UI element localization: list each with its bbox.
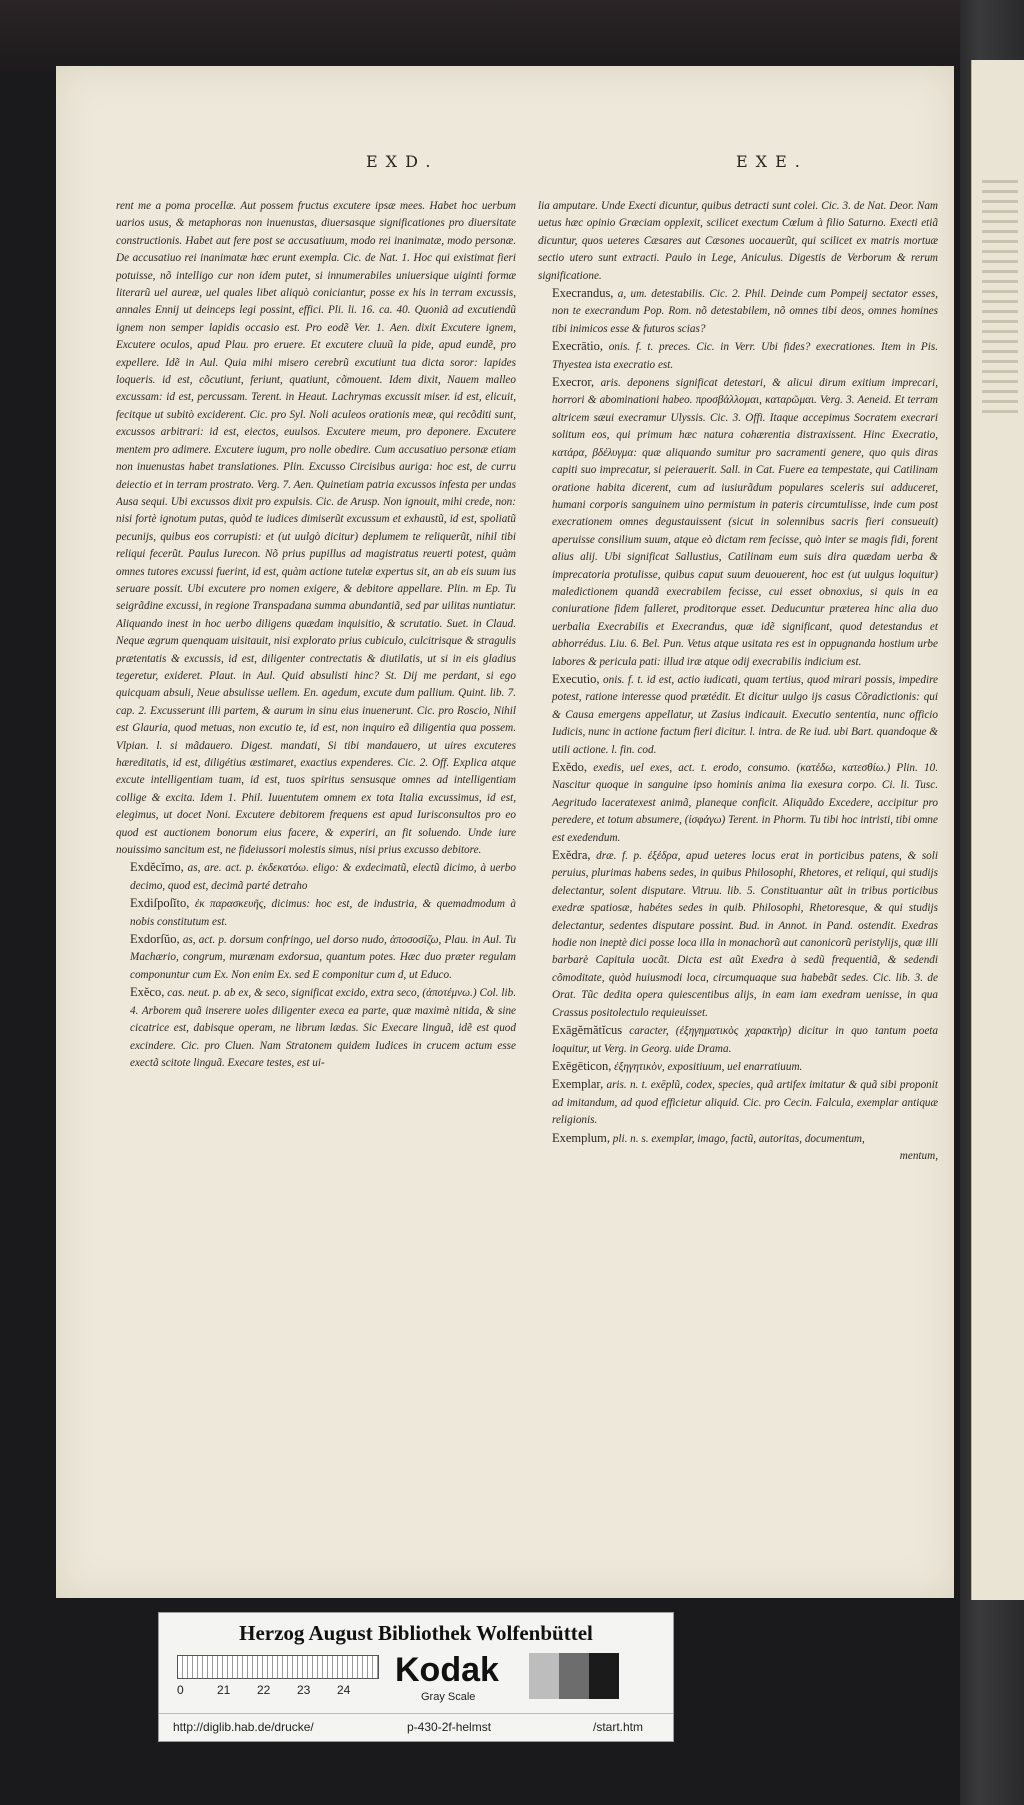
scale-number: 21: [217, 1683, 231, 1697]
scale-number: 0: [177, 1683, 184, 1697]
dictionary-entry: [116, 984, 516, 1072]
scanned-page: [56, 66, 954, 1598]
swatch-dark: [589, 1653, 619, 1699]
entry-lemma: Exĕco,: [130, 985, 165, 1000]
entry-lemma: Exemplum,: [552, 1130, 610, 1145]
dictionary-entry: [538, 759, 938, 847]
entry-definition: pli. n. s. exemplar, imago, factũ, autoritas, documentum,: [609, 1132, 865, 1145]
adjacent-page-edge: [971, 60, 1024, 1600]
dictionary-entry: [538, 1076, 938, 1129]
entry-lemma: Execrandus,: [552, 286, 614, 301]
entry-lemma: Exdĕcĭmo,: [130, 860, 184, 875]
scale-number: 22: [257, 1683, 271, 1697]
card-footer: [159, 1713, 673, 1740]
library-title: Herzog August Bibliothek Wolfenbüttel: [239, 1621, 593, 1645]
kodak-brand: Kodak: [395, 1651, 499, 1689]
kodak-target-card: [158, 1612, 674, 1742]
scale-number: 23: [297, 1683, 311, 1697]
swatch-mid: [559, 1653, 589, 1699]
entry-lemma: Execrātio,: [552, 339, 604, 354]
dictionary-entry: [538, 1022, 938, 1058]
dictionary-entry: [538, 1130, 938, 1148]
running-header-left: EXD.: [366, 152, 439, 171]
right-column: [538, 148, 938, 1165]
entry-definition: onis. f. t. preces. Cic. in Verr. Ubi fides? execrationes. Item in Pis. Thyestea ista execratio est.: [552, 341, 938, 371]
entry-definition: as, are. act. p. ἐκδεκατόω. eligo: & exdecimatũ, electũ dicimo, à uerbo decimo, quod est, decimã parté detraho: [130, 862, 516, 892]
right-column-text: [538, 198, 938, 1148]
dictionary-entry: [538, 338, 938, 374]
entry-definition: onis. f. t. id est, actio iudicati, quam tertius, quod mirari possis, impedire potest, ratione interesse quod prætédit. Et dicitur uulgo ijs casus Cõradictionis: qui & Causa emergens appellatur, ut Zasius indicauit. Executio sententia, nunc officio Iudicis, nunc in actione factum fieri dicitur. l. intra. de Re iud. ubi Bart. quandoque & utili actione. l. fin. cod.: [552, 673, 938, 756]
entry-lemma: Execror,: [552, 375, 595, 390]
entry-definition: caracter, (ἐξηγηματικὸς χαρακτὴρ) dicitur in quo tantum poeta loquitur, ut Verg. in Georg. uide Drama.: [552, 1025, 938, 1055]
entry-lemma: Exdiſpoſĭto,: [130, 896, 190, 911]
left-column: [116, 148, 516, 1072]
gray-swatches: [529, 1653, 619, 1699]
entry-definition: aris. deponens significat detestari, & alicui dirum exitium imprecari, horrori & abominationi habeo. προσβάλλομαι, καταρῶμαι. Verg. 3. Aeneid. Et terram altricem sæui execramur Ulyssis. Cic. 3. Offi. Itaque accepimus Socratem execrari solitum eos, qui primum hæc natura cohærentia distraxissent. Hinc Execratio, κατάρα, βδέλυγμα: quæ aliquando sumitur pro sacramenti genere, quo quis diras capiti suo imprecatur, si peierauerit. Sall. in Cat. Fuere ea tempestate, qui Catilinam oratione habita dicerent, cum ad iusiurãdum populares sceleris sui adduceret, humani corporis sanguinem uino permistum in pateris circumtulisse, inde cum post execrationem omnes degustauissent (sicut in solennibus sacris fieri consueuit) aperuisse consilium suum, atque eò dictam rem fecisse, quò inter se magis fidi, forent alius alij. Ubi significat Sallustius, Catilinam eum suis dira quædam uerba & imprecatoria protulisse, quibus caput suum deuouerent, hoc est (ut uulgus loquitur) maledictionem quandã execrabilem fecisse, cui esset obnoxius, si quis in ea coniuratione fidem falleret, proditorque esset. Deducuntur præterea hinc alia duo uerbalia Execrabilis et Execrandus, quæ idẽ significant, quod detestandus et abhorrédus. Liu. 6. Bel. Pun. Vetus atque usitata res est in oppugnanda hostium urbe labores & pericula pati: illud iræ atque odij execrabilis indicium est.: [552, 377, 938, 668]
source-url: http://diglib.hab.de/drucke/: [173, 1720, 314, 1734]
running-header-right: EXE.: [736, 152, 808, 171]
entry-lemma: Exēgēticon,: [552, 1058, 612, 1073]
dictionary-entry: [116, 895, 516, 931]
entry-definition: exedis, uel exes, act. t. erodo, consumo. (κατέδω, κατεσθίω.) Plin. 10. Nascitur quoque in sanguine ipso hominis anima lia exesura corpo. Ci. li. Tusc. Aegritudo laceratexest animã, planeque conficit. Aliquãdo Excedere, accipitur pro peredere, et totum absumere, (ἰσφάγω) Terent. in Phorm. Tu tibi hoc intristi, tibi omne est exedendum.: [552, 762, 938, 844]
entry-definition: dræ. f. p. ἐξέδρα, apud ueteres locus erat in porticibus patens, & soli peruius, plurimas habens sedes, in quibus Philosophi, Rhetores, et reliqui, qui studijs delectantur, solent disputare. Vitruu. lib. 5. Constituantur aũt in tribus porticibus exedræ spatiosæ, habétes sedes in quib. Philosophi, Rhetoresque, & qui studijs delectantur, sedentes disputare possint. Bud. in Annot. in Pand. ostendit. Exedras hodie non ineptè dici posse loca illa in monachorũ aut canonicorũ peristylijs, quæ illi barbarè Capitula uocãt. Dicta est aũt Exedra à sedũ frequentiã, & sedendi cõmoditate, quòd huiusmodi loca, circumquaque sua habebãt sedes. Cic. lib. 3. de Orat. Tũc dedita opera quiescentibus alijs, in eam iam exedram uenisse, in qua Crassus positolectulo requieuisset.: [552, 850, 938, 1019]
entry-definition: ἐξηγητικὸν, expositiuum, uel enarratiuum.: [611, 1060, 803, 1073]
ruler-scale: [177, 1655, 379, 1679]
catchword: mentum,: [899, 1149, 938, 1162]
entry-definition: cas. neut. p. ab ex, & seco, significat excido, extra seco, (ἀποτέμνω.) Col. lib. 4. Arborem quã inserere uoles diligenter execa ea parte, quæ maximè nitida, & sine cicatrice est, dabisque operam, ne librum lædas. Sic Execare linguã, idẽ est quod excindere. Cic. pro Cluen. Nam Stratonem quidem Iudices in crucem actum esse exectã scitote linguã. Execare testes, est ui-: [130, 987, 516, 1069]
dictionary-entry: [116, 931, 516, 984]
gray-scale-label: Gray Scale: [421, 1691, 476, 1703]
start-link: /start.htm: [593, 1720, 644, 1734]
entry-lemma: Exāgĕmătĭcus: [552, 1023, 623, 1038]
entry-lemma: Exemplar,: [552, 1077, 604, 1092]
scale-numbers: [177, 1683, 377, 1697]
entry-lemma: Exdorſŭo,: [130, 932, 180, 947]
entry-definition: ἐκ παρασκευῆς, dicimus: hoc est, de industria, & quemadmodum à nobis constitutum est.: [130, 898, 516, 928]
scanner-frame-top: [0, 0, 1024, 70]
dictionary-entry: [538, 671, 938, 759]
dictionary-entry: [116, 859, 516, 895]
dictionary-entry: [538, 285, 938, 338]
entry-definition: a, um. detestabilis. Cic. 2. Phil. Deinde cum Pompeij sectator esses, non te execrandum Pop. Rom. nõ detestabilem, nõ omnes tibi deos, omnes homines tibi inimicos esse & futuros scias?: [552, 288, 938, 335]
entry-definition: aris. n. t. exēplũ, codex, species, quã artifex imitatur & quã sibi proponit ad imitandum, ad quod efficietur aliquid. Cic. pro Cecin. Falcula, exemplar antiquæ religionis.: [552, 1079, 938, 1127]
dictionary-entry: [538, 1058, 938, 1076]
dictionary-entry: [538, 374, 938, 671]
entry-lemma: Executio,: [552, 671, 600, 686]
entry-lemma: Exĕdra,: [552, 848, 591, 863]
scale-number: 24: [337, 1683, 351, 1697]
swatch-light: [529, 1653, 559, 1699]
paragraph-text: rent me a poma procellæ. Aut possem fructus excutere ipsæ mees. Habet hoc uerbum uarios usus, & metaphoras non inuenustas, diuersasque significationes pro diuersitate constructionis. Habet aut fere post se accusatiuum, modo rei inanimatæ, modo personæ. De accusatiuo rei inanimatæ hæc erunt exempla. Cic. de Nat. 1. Hoc qui existimat fieri potuisse, nõ intelligo cur non idem putet, si innumerabiles uniuersique uiginti formæ literarũ uel aureæ, uel quales libet aliquò coniciantur, posse ex his in terram excussis, annales Ennij ut deinceps legi possint, effici. Pli. li. 16. ca. 40. Quoniã ad excutiendũ ignem non semper lapidis occasio est. Pro eodẽ Ver. 1. Aen. dixit Excutere ignem, Excutere oculos, apud Plau. pro eruere. Et excutere cluuũ la pide, apud eundẽ, pro expellere. Idẽ in Aul. Quia mihi misero cerebrũ excutiunt tua dicta soror: lapides loqueris. id est, cõcutiunt, feriunt, quatiunt, cõmouent. Idem dixit, Nauem malleo excussam: id est, percussam. Terent. in Heaut. Lachrymas excussit miser. id est, elicuit, fecitque ut subitò exciderent. Cic. pro Syl. Noli aculeos orationis meæ, qui recõditi sunt, excussos arbitrari: id est, eiectos, euulsos. Excutere meum, pro deponere. Excutere mentem pro adimere. Excutere iugum, pro nolle obedire. Cum accusatiuo personæ etiam non inuenustas habet translationes. Plin. Excusso Circisibus auriga: hoc est, de curru deiectio et in terram prostrato. Verg. 7. Aen. Quinetiam patria excussos infesta per undas Ausa sequi. Ubi excussos dixit pro expulsis. Cic. de Arusp. Non ignouit, mihi crede, non: nisi fortè ignotum putas, quòd te iudices dimiserũt excussum et exhaustũ, id est, spoliatũ pecunijs, quibus eos corrupisti: et (ut uulgò dicitur) deplumem te reliquerũt, nihil tibi reliqui fecerũt. Paulus Iurecon. Nõ prius pupillus ad magistratus reuerti potest, quàm omnes tutores excussi fuerint, id est, quàm actione tutelæ expertus sit, an ab eis suum ius seruare possit. Ubi excutere pro nomen exigere, & debitore appellare. Plin. m Ep. Tu seigrãdine excussi, in regione Transpadana summa abundantiã, sed par uilitas nuntiatur. Aliquando inest in hoc uerbo diligens quædam inquisitio, & scrutatio. Suet. in Claud. Neque ægrum quenquam uisitauit, nisi explorato prius cubiculo, culcitrisque & stragulis prætentatis & excussis, id est, diligenter contrectatis & diutilatis, ut si in eis gladius tegeretur, exideret. Plaut. in Aul. Quid absulisti hinc? St. Dij me perdant, si ego quicquam absuli, Neue absulisse uellem. En. agedum, excute dum pallium. Quint. lib. 7. cap. 2. Excusserunt illi partem, & aurum in sinu eius inuenerunt. Cic. pro Roscio, Nihil est Glauria, quod metuas, non excutio te, id est, non inquiro eã diligentia qua possem. Vlpian. l. si mãdauero. Digest. mandati, Si tibi mandauero, ut uires excuteres hæreditatis, id est, diligétius æstimaret, exactius expenderes. Cic. 2. Off. Explica atque excute intelligentiam tuam, id est, tuos spiritus sensusque omnes ad intelligentiam collige & excita. Idem 1. Phil. Iuuentutem omnem ex tota Italia excussimus, id est, elegimus, ut docet Noni. Excutere debitorem frequens est apud Iurisconsultos pro eo quod est auctionem bonorum eius facere, & experiri, an fit soluendo. Unde iure nouissimo sancitum est, ne fideiussori molestis simus, nisi prius excusso debitore.: [116, 200, 516, 857]
entry-lemma: Exĕdo,: [552, 760, 588, 774]
dictionary-entry: [538, 847, 938, 1022]
paragraph-text: lia amputare. Unde Execti dicuntur, quibus detracti sunt colei. Cic. 3. de Nat. Deor. Nam uetus hæc opinio Græciam opplexit, scilicet exectum Cœlum à filio Saturno. Execti etiã dicuntur, quos ueteres Cæsares aut Cæsones uocauerũt, qui scilicet ex matris mortuæ sectio utero sunt extracti. Paulo in Lege, Aniculus. Digestis de Verborum & rerum significatione.: [538, 200, 938, 282]
document-id: p-430-2f-helmst: [407, 1720, 492, 1734]
entry-definition: as, act. p. dorsum confringo, uel dorso nudo, ἀποσοσίζω, Plau. in Aul. Tu Machærio, congrum, murænam exdorsua, quantum potes. Hæc duo præter regulam componuntur cum Ex. Non enim Ex. sed E componitur cum d, ut Educo.: [130, 934, 516, 981]
left-column-text: [116, 198, 516, 1072]
